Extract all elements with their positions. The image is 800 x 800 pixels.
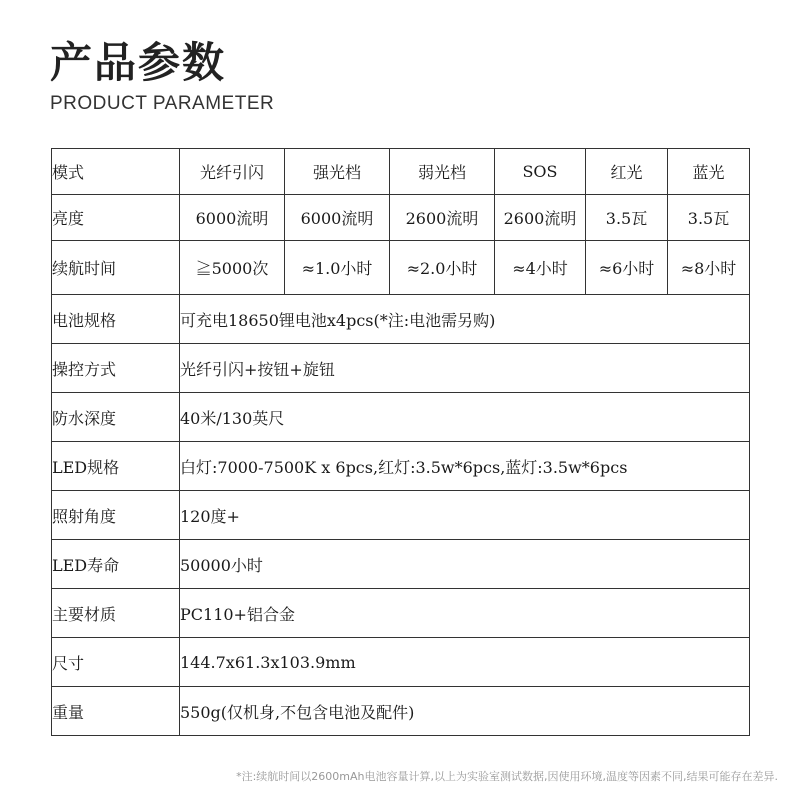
row-label: 亮度 — [52, 195, 180, 241]
table-cell: 蓝光 — [668, 149, 750, 195]
row-value: 白灯:7000-7500K x 6pcs,红灯:3.5w*6pcs,蓝灯:3.5w*6pcs — [180, 442, 750, 491]
row-value: PC110+铝合金 — [180, 589, 750, 638]
table-row-weight — [52, 687, 750, 736]
row-label: 尺寸 — [52, 638, 180, 687]
page-subtitle: PRODUCT PARAMETER — [50, 93, 275, 114]
row-value: 120度+ — [180, 491, 750, 540]
table-row-size — [52, 638, 750, 687]
table-row-control — [52, 344, 750, 393]
table-row-beam-angle — [52, 491, 750, 540]
row-value: 144.7x61.3x103.9mm — [180, 638, 750, 687]
row-value: 50000小时 — [180, 540, 750, 589]
table-cell: ≈1.0小时 — [285, 241, 390, 295]
parameter-table — [51, 148, 750, 736]
table-cell: ≈2.0小时 — [390, 241, 495, 295]
row-label: 模式 — [52, 149, 180, 195]
table-row-led-life — [52, 540, 750, 589]
table-cell: 强光档 — [285, 149, 390, 195]
row-value: 光纤引闪+按钮+旋钮 — [180, 344, 750, 393]
table-cell: ≈4小时 — [495, 241, 586, 295]
row-label: 操控方式 — [52, 344, 180, 393]
row-label: LED寿命 — [52, 540, 180, 589]
table-row-runtime — [52, 241, 750, 295]
footnote: *注:续航时间以2600mAh电池容量计算,以上为实验室测试数据,因使用环境,温度等因素不同,结果可能存在差异. — [236, 770, 778, 783]
table-cell: ≧5000次 — [180, 241, 285, 295]
table-row-material — [52, 589, 750, 638]
row-label: 重量 — [52, 687, 180, 736]
table-cell: 6000流明 — [180, 195, 285, 241]
table-cell: ≈8小时 — [668, 241, 750, 295]
table-cell: 光纤引闪 — [180, 149, 285, 195]
table-cell: 2600流明 — [390, 195, 495, 241]
table-cell: 2600流明 — [495, 195, 586, 241]
table-cell: 3.5瓦 — [668, 195, 750, 241]
table-cell: SOS — [495, 149, 586, 195]
table-cell: ≈6小时 — [586, 241, 668, 295]
row-label: 防水深度 — [52, 393, 180, 442]
page-title: 产品参数 — [50, 38, 227, 87]
row-label: 主要材质 — [52, 589, 180, 638]
table-row-mode — [52, 149, 750, 195]
row-label: 续航时间 — [52, 241, 180, 295]
table-row-battery — [52, 295, 750, 344]
row-label: 电池规格 — [52, 295, 180, 344]
table-row-waterproof — [52, 393, 750, 442]
row-value: 40米/130英尺 — [180, 393, 750, 442]
table-row-led-spec — [52, 442, 750, 491]
table-cell: 6000流明 — [285, 195, 390, 241]
table-cell: 弱光档 — [390, 149, 495, 195]
row-value: 可充电18650锂电池x4pcs(*注:电池需另购) — [180, 295, 750, 344]
row-label: LED规格 — [52, 442, 180, 491]
row-label: 照射角度 — [52, 491, 180, 540]
table-cell: 3.5瓦 — [586, 195, 668, 241]
row-value: 550g(仅机身,不包含电池及配件) — [180, 687, 750, 736]
table-cell: 红光 — [586, 149, 668, 195]
table-row-brightness — [52, 195, 750, 241]
